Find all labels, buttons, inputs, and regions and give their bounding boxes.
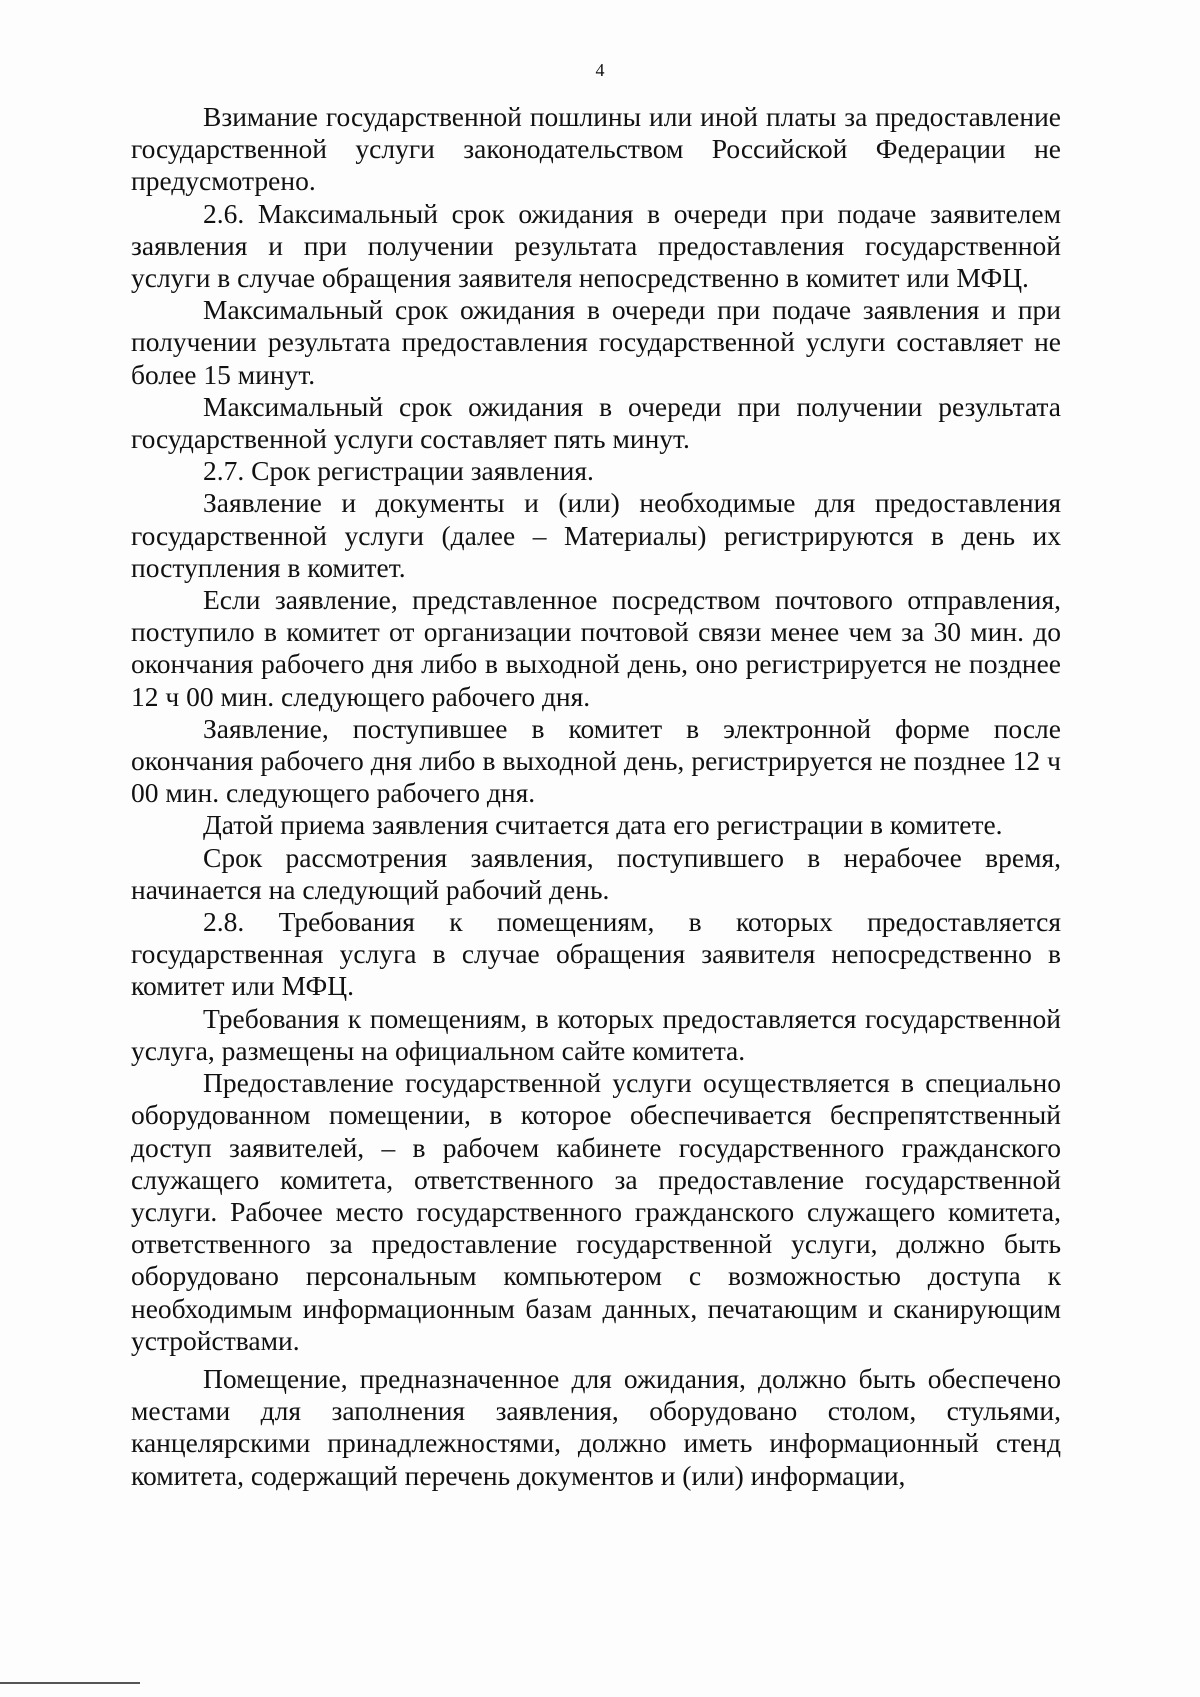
- paragraph-review-start: Срок рассмотрения заявления, поступившего в нерабочее время, начинается на следующий рабочий день.: [131, 841, 1061, 905]
- paragraph-waiting-room: Помещение, предназначенное для ожидания, должно быть обеспечено местами для заполнения заявления, оборудовано столом, стульями, канцелярскими принадлежностями, должно иметь информационный стенд комитета, содержащий перечень документов и (или) информации,: [131, 1362, 1061, 1491]
- paragraph-2-8-heading: 2.8. Требования к помещениям, в которых предоставляется государственная услуга в случае обращения заявителя непосредственно в комитет или МФЦ.: [131, 906, 1061, 1002]
- paragraph-premises-requirements: Требования к помещениям, в которых предоставляется государственной услуга, размещены на официальном сайте комитета.: [131, 1002, 1061, 1066]
- paragraph-electronic: Заявление, поступившее в комитет в электронной форме после окончания рабочего дня либо в выходной день, регистрируется не позднее 12 ч 00 мин. следующего рабочего дня.: [131, 712, 1061, 809]
- scan-edge-line: [0, 1682, 140, 1684]
- paragraph-postal: Если заявление, представленное посредством почтового отправления, поступило в комитет от организации почтовой связи менее чем за 30 мин. до окончания рабочего дня либо в выходной день, оно регистрируется не позднее 12 ч 00 мин. следующего рабочего дня.: [131, 584, 1061, 712]
- paragraph-2-7-heading: 2.7. Срок регистрации заявления.: [203, 455, 594, 487]
- paragraph-premises-equipment: Предоставление государственной услуги осуществляется в специально оборудованном помещении, в которое обеспечивается беспрепятственный доступ заявителей, – в рабочем кабинете государственного гражданского служащего комитета, ответственного за предоставление государственной услуги. Рабочее место государственного гражданского служащего комитета, ответственного за предоставление государственной услуги, должно быть оборудовано персональным компьютером с возможностью доступа к необходимым информационным базам данных, печатающим и сканирующим устройствами.: [131, 1067, 1061, 1356]
- paragraph-acceptance-date: Датой приема заявления считается дата его регистрации в комитете.: [203, 809, 1003, 841]
- page-number: 4: [595, 60, 605, 80]
- document-body: [131, 101, 1061, 1492]
- paragraph-fee: Взимание государственной пошлины или иной платы за предоставление государственной услуги законодательством Российской Федерации не предусмотрено.: [131, 101, 1061, 197]
- paragraph-2-6-heading: 2.6. Максимальный срок ожидания в очереди при подаче заявителем заявления и при получении результата предоставления государственной услуги в случае обращения заявителя непосредственно в комитет или МФЦ.: [131, 197, 1061, 294]
- paragraph-wait-result: Максимальный срок ожидания в очереди при получении результата государственной услуги составляет пять минут.: [131, 390, 1061, 455]
- paragraph-registration: Заявление и документы и (или) необходимые для предоставления государственной услуги (далее – Материалы) регистрируются в день их поступления в комитет.: [131, 487, 1061, 583]
- paragraph-wait-submit: Максимальный срок ожидания в очереди при подаче заявления и при получении результата предоставления государственной услуги составляет не более 15 минут.: [131, 294, 1061, 390]
